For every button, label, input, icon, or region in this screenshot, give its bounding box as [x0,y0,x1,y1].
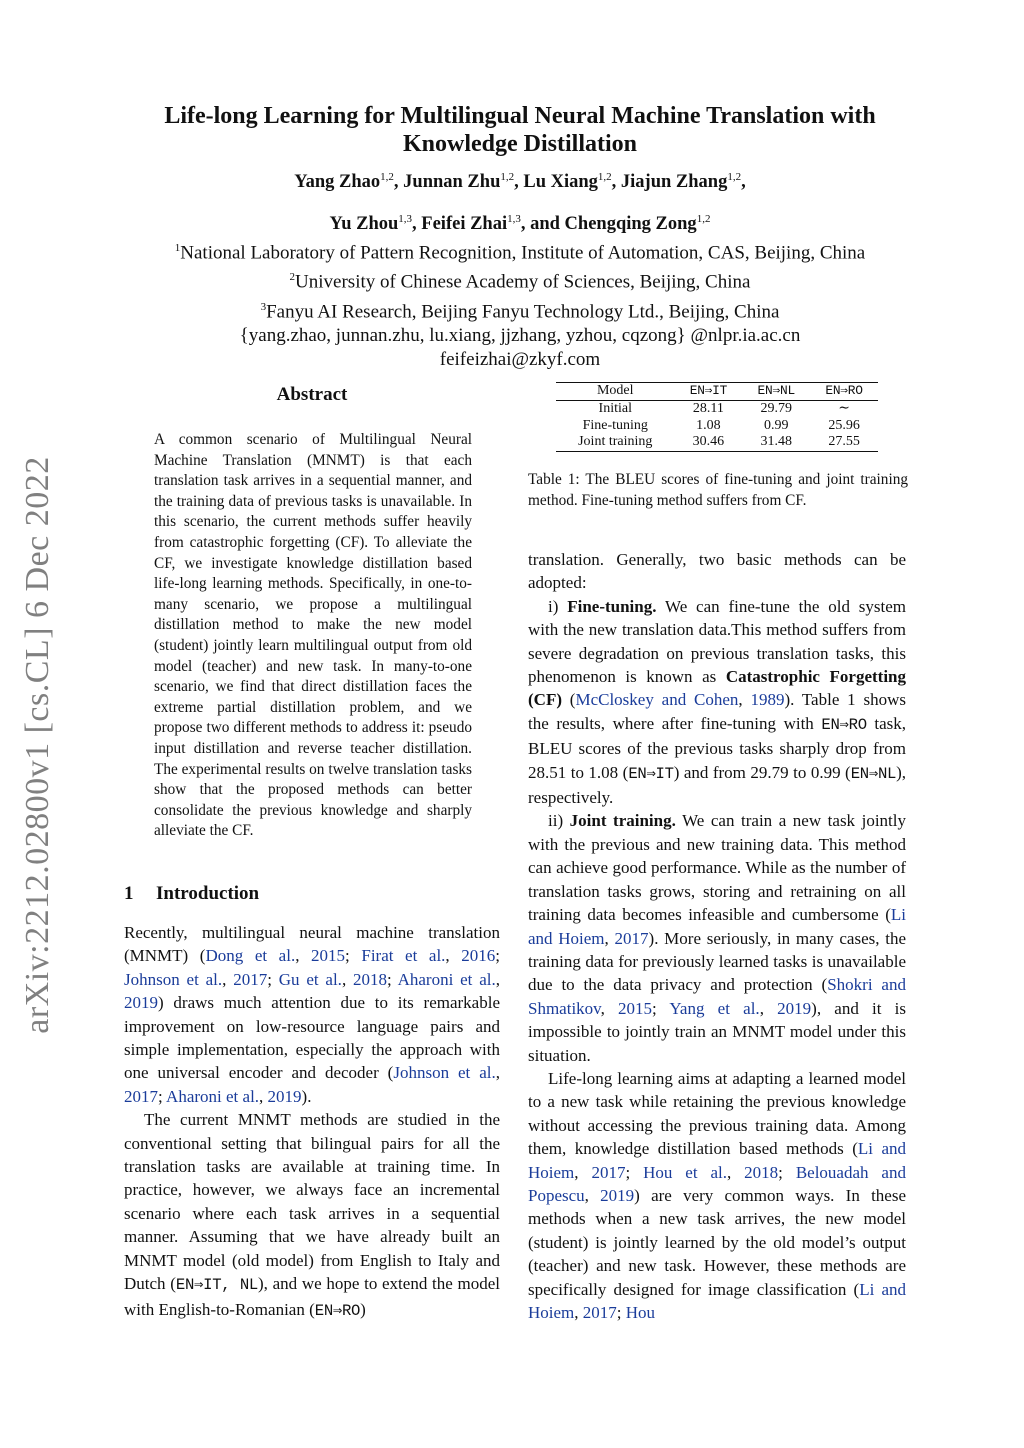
table-cell: 29.79 [760,400,792,416]
arxiv-stamp-text: arXiv:2212.02800v1 [cs.CL] 6 Dec 2022 [19,456,56,1034]
citation-link[interactable]: 2017 [614,928,649,948]
table-cell: 27.55 [828,434,860,450]
text-run: translation. Generally, two basic methods can be adopted: [528,550,906,593]
bold-term: Joint training. [569,811,676,831]
right-paragraph-joint-training [528,809,906,1066]
citation-link[interactable]: 2016 [461,946,496,966]
citation-link[interactable]: Hou [625,1303,656,1322]
task-code: EN⇒RO [821,715,867,734]
text-run: , [600,998,619,1018]
table-caption: Table 1: The BLEU scores of fine-tuning and joint training method. Fine-tuning method suffers from CF. [528,471,908,509]
intro-paragraph-1 [124,921,500,1108]
task-code: EN⇒NL [850,764,897,783]
table-header-cell: Model [596,383,634,398]
text-run: , [584,1185,601,1205]
table-row [556,400,878,417]
right-column [528,548,906,1324]
citation-link[interactable]: Hou et al. [643,1162,727,1182]
citation-link[interactable]: 2019 [267,1086,302,1106]
arxiv-stamp [8,455,68,1035]
abstract-heading: Abstract [276,384,348,405]
task-code: EN⇒IT, NL [175,1276,258,1295]
task-code: EN⇒RO [314,1301,361,1320]
text-run: ). [301,1086,312,1106]
table-header-cell: EN⇒NL [757,383,795,398]
citation-link[interactable]: 2018 [744,1162,779,1182]
left-column [124,921,500,1323]
citation-link[interactable]: 2019 [124,993,158,1013]
citation-link[interactable]: Gu et al. [278,969,342,989]
text-run: , [445,946,462,966]
text-run: ; [158,1086,167,1106]
citation-link[interactable]: Li and Hoiem [528,1139,906,1182]
bold-term: Catastrophic Forgetting (CF) [528,667,907,710]
citation-link[interactable]: Li and Hoiem [528,905,906,948]
text-run: ; [616,1303,626,1322]
citation-link[interactable]: 2015 [311,946,346,966]
section-heading-introduction [124,883,259,905]
text-run: ). More seriously, in many cases, the training data for previously learned tasks is unavailable due to the data privacy and protection ( [528,928,906,995]
table-cell: 1.08 [696,417,721,433]
table-cell: Joint training [578,434,653,450]
text-run: ; [267,969,279,989]
author: Lu Xiang$^{1,2}$, [523,171,621,193]
table-cell: 25.96 [828,417,860,433]
task-code: EN⇒IT [628,764,674,783]
text-run: Recently, multilingual neural machine translation (MNMT) ( [124,923,500,966]
citation-link[interactable]: Aharoni et al. [397,969,496,989]
text-run: ) and from 29.79 to 0.99 ( [673,762,851,782]
citation-link[interactable]: Firat et al. [361,946,446,966]
citation-link[interactable]: 1989 [750,690,785,710]
text-run: ; [495,946,500,966]
author: Jiajun Zhang$^{1,2}$, [620,171,746,193]
citation-link[interactable]: Johnson et al. [124,969,223,989]
table-cell: 31.48 [760,434,792,450]
author-line-1 [120,171,920,193]
text-run: ), respectively. [528,762,906,808]
author: Yang Zhao$^{1,2}$, [294,171,404,193]
right-paragraph-fine-tuning [528,595,906,810]
citation-link[interactable]: 2017 [582,1303,617,1322]
citation-link[interactable]: 2017 [591,1162,626,1182]
text-run: , [759,998,778,1018]
citation-link[interactable]: Yang et al. [669,998,760,1018]
table-cell: ∼ [838,400,850,416]
table-cell: 0.99 [763,417,789,433]
citation-link[interactable]: Johnson et al. [393,1063,496,1083]
table-row [556,434,878,451]
text-run: ), and it is impossible to jointly train an MNMT model under this situation. [528,998,907,1065]
text-run: ) [360,1299,366,1319]
citation-link[interactable]: 2015 [618,998,653,1018]
text-run: ; [625,1162,644,1182]
citation-link[interactable]: 2018 [353,969,387,989]
citation-link[interactable]: 2019 [600,1185,635,1205]
author-line-2 [120,213,920,235]
citation-link[interactable]: Belouadah and Popescu [528,1162,906,1205]
table-cell: Fine-tuning [582,417,648,433]
text-run: , [574,1162,592,1182]
citation-link[interactable]: Li and Hoiem [528,1279,906,1322]
text-run: i) [548,596,568,616]
citation-link[interactable]: Dong et al. [205,946,296,966]
text-run: , [495,969,500,989]
text-run: ) are very common ways. In these methods when a new task arrives, the new model (student) is jointly learned by the old model’s output (teacher) and new task. However, these methods are specifically designed for image classification ( [528,1185,907,1299]
author: Feifei Zhai$^{1,3}$, [421,213,531,235]
text-run: , [738,690,751,710]
bold-term: Fine-tuning. [567,596,657,616]
text-run: ; [652,998,670,1018]
citation-link[interactable]: 2017 [233,969,268,989]
text-run: ), and we hope to extend the model with English-to-Romanian ( [124,1274,500,1319]
text-run: , [295,946,312,966]
text-run: , [574,1303,583,1322]
title-line-1: Life-long Learning for Multilingual Neural Machine Translation with [164,103,876,129]
text-run: The current MNMT methods are studied in the conventional setting that bilingual pairs for all the translation tasks are available at training time. In practice, however, we always face an incremental scenario where each task arrives in a sequential manner. Assuming that we have already built an MNMT model (old model) from English to Italy and Dutch ( [124,1110,500,1294]
text-run: Life-long learning aims at adapting a learned model to a new task while retaining the previous knowledge without accessing the previous training data. Among them, knowledge distillation based methods ( [528,1068,906,1159]
text-run: , [727,1162,745,1182]
text-run: ( [561,690,576,710]
section-number: 1 [124,883,134,904]
citation-link[interactable]: Aharoni et al. [166,1086,260,1106]
citation-link[interactable]: 2019 [777,998,812,1018]
text-run: , [341,969,353,989]
right-paragraph-life-long [528,1067,906,1324]
author: and Chengqing Zong$^{1,2}$ [530,213,711,235]
text-run: We can train a new task jointly with the previous and new training data. This method can achieve good performance. While as the number of translation tasks grows, storing and retraining on all training data becomes infeasible and cumbersome ( [528,811,906,925]
text-run: ). Table 1 shows the results, where after fine-tuning with [528,690,906,733]
text-run: task, BLEU scores of the previous tasks sharply drop from 28.51 to 1.08 ( [528,713,906,782]
text-run: , [259,1086,268,1106]
citation-link[interactable]: 2017 [124,1086,158,1106]
table-header-cell: EN⇒RO [825,383,863,398]
title-line-2: Knowledge Distillation [402,131,637,157]
citation-link[interactable]: McCloskey and Cohen [575,690,739,710]
table-cell: 28.11 [692,400,724,416]
affiliations [100,236,940,372]
text-run: ; [345,946,362,966]
table-cell: Initial [598,400,632,416]
table-1 [556,382,878,452]
table-cell: 30.46 [692,434,725,450]
author: Yu Zhou$^{1,3}$, [329,213,422,235]
table-row [556,418,878,435]
table-header-row [556,383,878,401]
table-header-cell: EN⇒IT [689,383,728,398]
text-run: , [495,1063,500,1083]
section-title: Introduction [156,883,260,904]
paper-title [120,102,920,158]
citation-link[interactable]: Shokri and Shmatikov [528,975,906,1018]
affiliation-1: $^1$National Laboratory of Pattern Recognition, Institute of Automation, CAS, Beijing, China [174,242,866,264]
right-paragraph-1 [528,548,906,595]
affiliation-2: $^2$University of Chinese Academy of Sciences, Beijing, China [289,271,751,293]
text-run: ; [387,969,398,989]
abstract-text: A common scenario of Multilingual Neural Machine Translation (MNMT) is that each translation task arrives in a sequential manner, and the training data of previous tasks is unavailable. In this scenario, the current methods suffer heavily from catastrophic forgetting (CF). To alleviate the CF, we investigate knowledge distillation based life-long learning methods. Specifically, in one-to-many scenario, we propose a multilingual distillation method to make the new model (student) jointly learn multilingual output from old model (teacher) and new task. In many-to-one scenario, we find that direct distillation faces the extreme partial distillation problem, and we propose two different methods to address it: pseudo input distillation and reverse teacher distillation. The experimental results on twelve translation tasks show that the proposed methods can better consolidate the previous knowledge and sharply alleviate the CF. [154,431,472,840]
affiliation-3: $^3$Fanyu AI Research, Beijing Fanyu Technology Ltd., Beijing, China [260,300,780,322]
email-line-2: feifeizhai@zkyf.com [439,348,601,370]
text-run: , [604,928,615,948]
text-run: We can fine-tune the old system with the new translation data.This method suffers from severe degradation on previous translation tasks, this phenomenon is known as [528,596,907,687]
author: Junnan Zhu$^{1,2}$, [403,171,524,193]
intro-paragraph-2 [124,1108,500,1323]
text-run: ; [778,1162,796,1182]
text-run: , [222,969,234,989]
email-line-1: {yang.zhao, junnan.zhu, lu.xiang, jjzhang, yzhou, cqzong} @nlpr.ia.ac.cn [239,324,801,346]
text-run: ) draws much attention due to its remarkable improvement on low-resource language pairs and simple implementation, especially the approach with one universal encoder and decoder ( [124,993,500,1083]
text-run: ii) [548,811,570,831]
